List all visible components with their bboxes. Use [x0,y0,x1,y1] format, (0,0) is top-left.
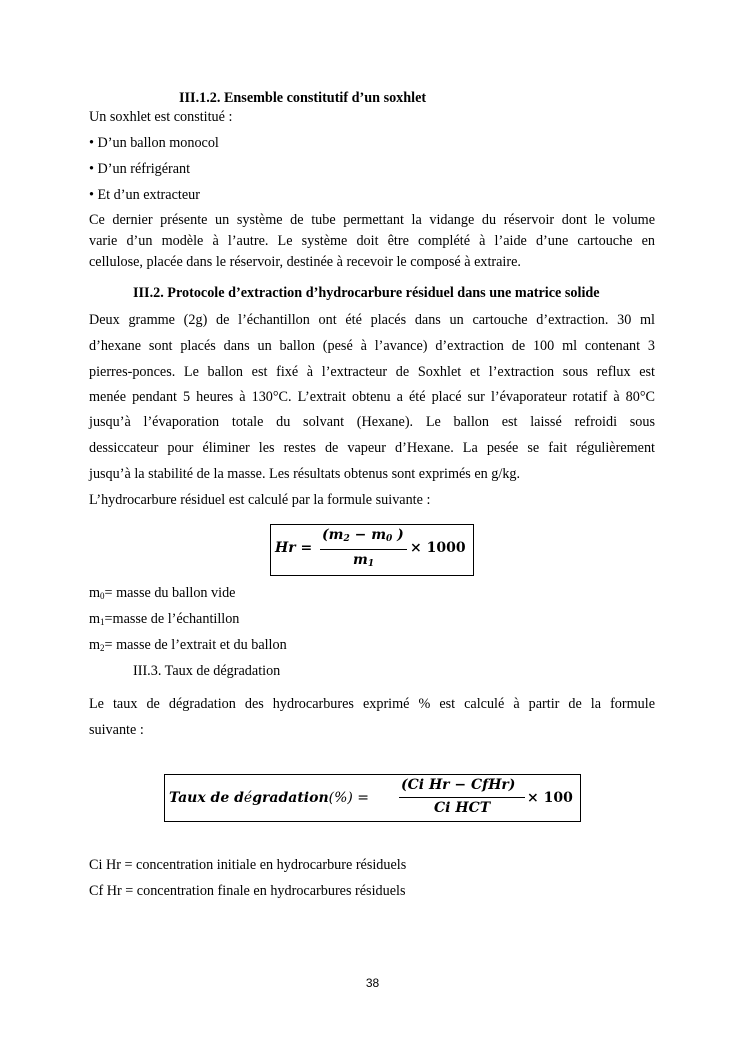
formula-degradation-multiplier: × 100 [527,790,573,806]
paragraph-line: d’hexane sont placés dans un ballon (pesé à l’avance) d’extraction de 100 ml contenant 3 [89,338,655,354]
paragraph-line: dessiccateur pour éliminer les restes de vapeur d’Hexane. La pesée se fait régulièrement [89,440,655,456]
list-item: • D’un réfrigérant [89,161,191,177]
paragraph-line: jusqu’à l’évaporation totale du solvant (Hexane). Le ballon est laissé refroidi sous [89,414,655,430]
section-heading-iii-2: III.2. Protocole d’extraction d’hydrocarbure résiduel dans une matrice solide [133,285,600,301]
paragraph-line: varie d’un modèle à l’autre. Le système doit être complété à l’aide d’une cartouche en [89,233,655,249]
formula-degradation-box [164,774,581,822]
list-item: • Et d’un extracteur [89,187,200,203]
paragraph-line: cellulose, placée dans le réservoir, destinée à recevoir le composé à extraire. [89,254,521,270]
formula-hr-box [270,524,474,576]
fraction-bar [399,797,525,798]
formula-hr-multiplier: × 1000 [410,540,466,556]
definition-ci-hr: Ci Hr = concentration initiale en hydrocarbure résiduels [89,857,407,873]
formula-degradation-numerator: (Ci Hr − CfHr) [401,777,516,793]
definition-m2: $m_2=$ masse de l’extrait et du ballon [89,637,287,653]
paragraph-line: pierres-ponces. Le ballon est fixé à l’extracteur de Soxhlet et l’extraction sous reflux est [89,364,655,380]
formula-hr-denominator: $m_1$ [353,552,375,569]
page-number: 38 [365,976,380,990]
paragraph-line: Le taux de dégradation des hydrocarbures exprimé % est calculé à partir de la formule [89,696,655,712]
definition-m1: $m_1=masse$ de l’échantillon [89,611,240,627]
fraction-bar [320,549,407,550]
paragraph-line: suivante : [89,722,144,738]
formula-intro: L’hydrocarbure résiduel est calculé par la formule suivante : [89,492,431,508]
paragraph-line: menée pendant 5 heures à 130°C. L’extrait obtenu a été placé sur l’évaporateur rotatif à 80°C [89,389,655,405]
intro-line: Un soxhlet est constitué : [89,109,233,125]
formula-degradation-denominator: Ci HCT [434,800,491,816]
section-heading-iii-3: III.3. Taux de dégradation [133,663,281,679]
paragraph-line: Deux gramme (2g) de l’échantillon ont été placés dans un cartouche d’extraction. 30 ml [89,312,655,328]
definition-m0: $m_0=$ masse du ballon vide [89,585,236,601]
definition-cf-hr: Cf Hr = concentration finale en hydrocarbures résiduels [89,883,406,899]
formula-degradation-lhs: Taux de dégradation(%) = [169,790,370,806]
paragraph-line: jusqu’à la stabilité de la masse. Les résultats obtenus sont exprimés en g/kg. [89,466,521,482]
formula-hr-lhs: Hr = [275,540,313,556]
list-item: • D’un ballon monocol [89,135,219,151]
paragraph-line: Ce dernier présente un système de tube permettant la vidange du réservoir dont le volume [89,212,655,228]
formula-hr-numerator: ($m_2 - m_0$ ) [322,527,404,544]
section-heading-iii-1-2: III.1.2. Ensemble constitutif d’un soxhlet [179,90,427,106]
